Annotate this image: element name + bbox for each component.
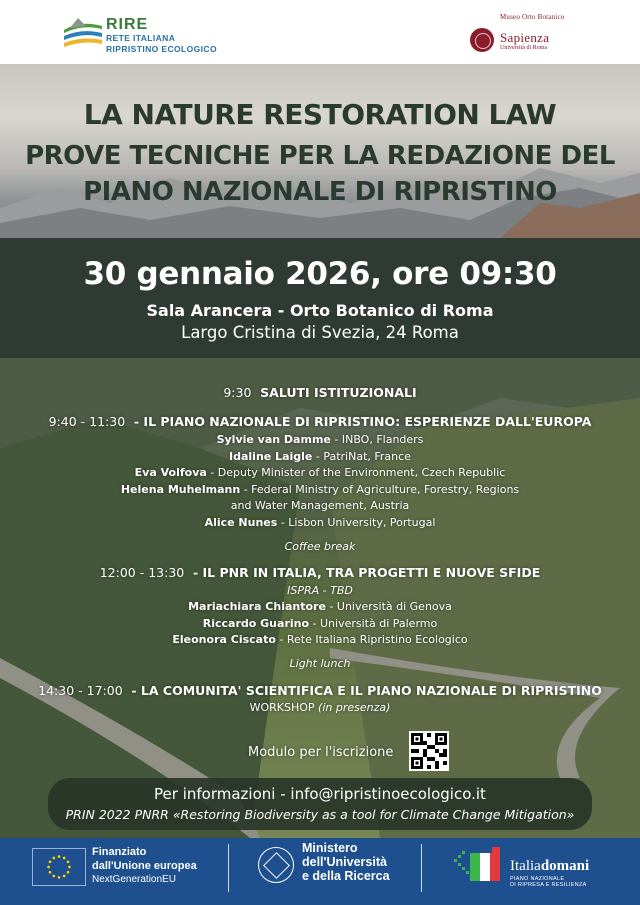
speaker <box>0 466 640 479</box>
speaker-role: - Rete Italiana Ripristino Ecologico <box>279 633 468 646</box>
speaker <box>0 450 640 463</box>
speaker-name: Mariachiara Chiantore <box>188 600 326 613</box>
session-2-title: - IL PIANO NAZIONALE DI RIPRISTINO: ESPERIENZE DALL'EUROPA <box>133 414 592 429</box>
eu-funding-text <box>92 845 197 873</box>
eu-line-2: dall'Unione europea <box>92 860 197 872</box>
speaker-name: Idaline Laigle <box>229 450 313 463</box>
italia-domani-sub <box>510 876 587 888</box>
title-line-3: PIANO NAZIONALE DI RIPRISTINO <box>83 177 557 207</box>
session-1 <box>0 385 640 400</box>
museo-orto-botanico: Museo Orto Botanico <box>500 13 565 21</box>
eu-line-3: NextGenerationEU <box>92 874 176 885</box>
speaker-name: Helena Muhelmann <box>120 483 241 496</box>
italia-domani-logo-icon <box>452 845 504 885</box>
footer-divider <box>421 844 422 892</box>
sapienza-name: Sapienza <box>500 30 550 45</box>
workshop <box>0 701 640 714</box>
speaker-name: Eleonora Ciscato <box>172 633 276 646</box>
mur-line-3: e della Ricerca <box>302 869 390 883</box>
speaker-name: Sylvie van Damme <box>216 433 331 446</box>
light-lunch: Light lunch <box>289 657 351 670</box>
speaker <box>0 633 640 646</box>
title-band <box>0 64 640 238</box>
workshop-label: WORKSHOP <box>249 701 315 714</box>
mur-line-1: Ministero <box>302 841 358 855</box>
ministry-name <box>302 841 390 883</box>
session-4-time: 14:30 - 17:00 <box>38 683 123 698</box>
speaker-role: - Lisbon University, Portugal <box>280 516 436 529</box>
rire-wordmark <box>106 17 217 55</box>
italia-sub-1: PIANO NAZIONALE <box>510 876 565 882</box>
session-4 <box>0 683 640 698</box>
info-box <box>48 778 592 830</box>
speaker <box>0 433 640 446</box>
funding-footer <box>0 838 640 905</box>
footer-divider <box>228 844 229 892</box>
mur-line-2: dell'Università <box>302 855 387 869</box>
rire-line1: RETE ITALIANA <box>106 33 176 43</box>
italia-sub-2: DI RIPRESA E RESILIENZA <box>510 882 587 888</box>
domani-word: domani <box>540 858 590 874</box>
speaker-name: Eva Volfova <box>134 466 207 479</box>
session-2 <box>0 414 640 429</box>
speaker <box>0 516 640 529</box>
rire-logo-icon <box>62 16 106 52</box>
coffee-break: Coffee break <box>284 540 356 553</box>
speaker <box>0 617 640 630</box>
session-3-time: 12:00 - 13:30 <box>99 565 185 580</box>
info-project: PRIN 2022 PNRR «Restoring Biodiversity as a tool for Climate Change Mitigation» <box>65 807 575 822</box>
rire-name: RIRE <box>106 16 149 33</box>
sapienza-sub: Università di Roma <box>500 45 547 51</box>
info-contact[interactable]: Per informazioni - info@ripristinoecologico.it <box>154 785 486 803</box>
registration-label: Modulo per l'iscrizione <box>248 745 394 760</box>
qr-code-icon <box>411 733 447 769</box>
event-date: 30 gennaio 2026, ore 09:30 <box>83 256 557 292</box>
session-3 <box>0 565 640 580</box>
speaker-role: - INBO, Flanders <box>334 433 424 446</box>
speaker-role: and Water Management, Austria <box>230 499 410 512</box>
eu-flag-icon <box>32 848 86 886</box>
speaker-role: - Università di Palermo <box>312 617 438 630</box>
speaker-role: - PatriNat, France <box>315 450 411 463</box>
session-2-time: 9:40 - 11:30 <box>48 414 126 429</box>
title-line-1: LA NATURE RESTORATION LAW <box>83 98 557 131</box>
event-info-band <box>0 238 640 358</box>
speaker <box>0 600 640 613</box>
session-1-time: 9:30 <box>223 385 252 400</box>
speaker-name: Alice Nunes <box>204 516 278 529</box>
speaker <box>0 483 640 496</box>
italia-word: Italia <box>510 858 541 874</box>
speaker-role: - Deputy Minister of the Environment, Czech Republic <box>210 466 506 479</box>
speaker-name: Riccardo Guarino <box>202 617 310 630</box>
eu-line-1: Finanziato <box>92 846 147 858</box>
registration-qr-code[interactable] <box>409 731 449 771</box>
rire-line2: RIPRISTINO ECOLOGICO <box>106 44 217 54</box>
header <box>0 0 640 64</box>
ministry-seal-icon <box>258 847 294 883</box>
session-1-title: SALUTI ISTITUZIONALI <box>260 385 417 400</box>
session-3-title: - IL PNR IN ITALIA, TRA PROGETTI E NUOVE SFIDE <box>192 565 541 580</box>
event-venue: Sala Arancera - Orto Botanico di Roma <box>146 301 494 320</box>
workshop-note: (in presenza) <box>318 701 391 714</box>
speaker-role: - Federal Ministry of Agriculture, Forestry, Regions <box>243 483 520 496</box>
title-line-2: PROVE TECNICHE PER LA REDAZIONE DEL <box>25 141 615 171</box>
italia-domani-name <box>510 859 589 874</box>
program-section <box>0 358 640 838</box>
speaker-continuation <box>0 499 640 512</box>
valley-background <box>0 358 640 838</box>
speaker-role: - Università di Genova <box>329 600 452 613</box>
sapienza-seal-icon <box>470 28 494 52</box>
session-4-title: - LA COMUNITA' SCIENTIFICA E IL PIANO NAZIONALE DI RIPRISTINO <box>131 683 602 698</box>
event-address: Largo Cristina di Svezia, 24 Roma <box>181 323 459 342</box>
ispra-tbd: ISPRA - TBD <box>287 584 353 597</box>
